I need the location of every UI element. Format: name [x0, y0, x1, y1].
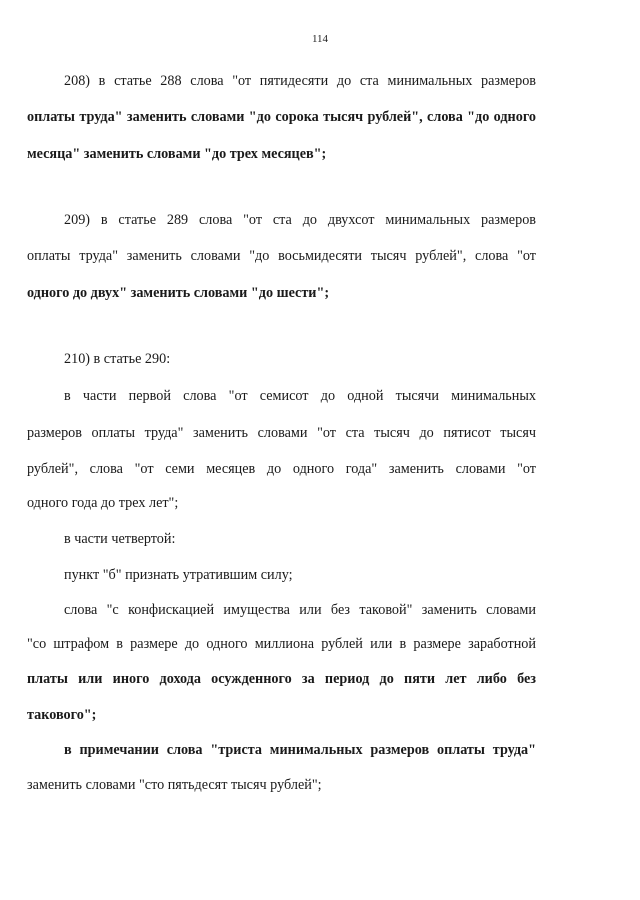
- page-number: 114: [311, 33, 329, 45]
- paragraph-210-line-3: размеров оплаты труда" заменить словами "от ста тысяч до пятисот тысяч: [27, 425, 536, 441]
- paragraph-209-line-2: оплаты труда" заменить словами "до восьмидесяти тысяч рублей", слова "от: [27, 248, 536, 264]
- paragraph-210-line-1: 210) в статье 290:: [64, 351, 171, 367]
- paragraph-210-line-13: заменить словами "сто пятьдесят тысяч рублей";: [27, 777, 322, 793]
- paragraph-210-line-5: одного года до трех лет";: [27, 495, 179, 511]
- paragraph-208-line-3: месяца" заменить словами "до трех месяцев";: [27, 146, 327, 162]
- paragraph-209-line-3: одного до двух" заменить словами "до шести";: [27, 285, 330, 301]
- paragraph-210-line-11: такового";: [27, 707, 97, 723]
- paragraph-209-line-1: 209) в статье 289 слова "от ста до двухсот минимальных размеров: [64, 212, 536, 228]
- paragraph-210-line-4: рублей", слова "от семи месяцев до одного года" заменить словами "от: [27, 461, 536, 477]
- paragraph-210-line-12: в примечании слова "триста минимальных размеров оплаты труда": [64, 742, 536, 758]
- paragraph-210-line-8: слова "с конфискацией имущества или без таковой" заменить словами: [64, 602, 536, 618]
- paragraph-210-line-6: в части четвертой:: [64, 531, 176, 547]
- paragraph-210-line-10: платы или иного дохода осужденного за период до пяти лет либо без: [27, 671, 536, 687]
- paragraph-210-line-9: "со штрафом в размере до одного миллиона рублей или в размере заработной: [27, 636, 536, 652]
- paragraph-208-line-1: 208) в статье 288 слова "от пятидесяти до ста минимальных размеров: [64, 73, 536, 89]
- paragraph-210-line-2: в части первой слова "от семисот до одной тысячи минимальных: [64, 388, 536, 404]
- paragraph-210-line-7: пункт "б" признать утратившим силу;: [64, 567, 293, 583]
- paragraph-208-line-2: оплаты труда" заменить словами "до сорока тысяч рублей", слова "до одного: [27, 109, 536, 125]
